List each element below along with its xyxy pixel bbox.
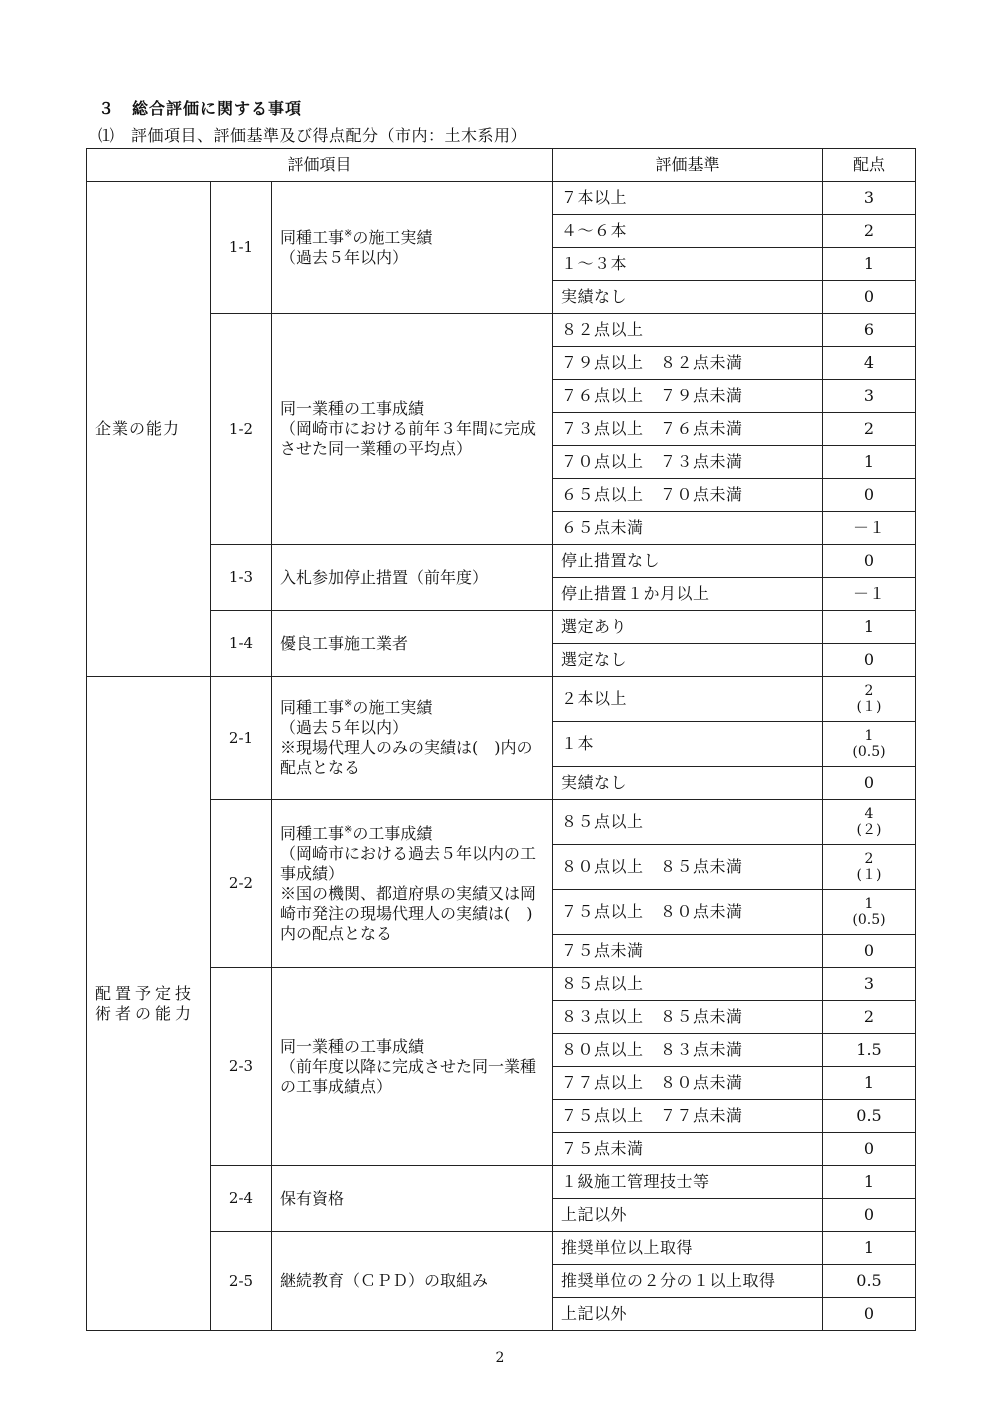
criterion-cell: ７５点以上 ７７点未満 — [553, 1100, 823, 1133]
points-cell: 0 — [823, 545, 916, 578]
points-alt-value: (１) — [856, 867, 882, 883]
criterion-cell: １級施工管理技士等 — [553, 1166, 823, 1199]
points-cell: 0 — [823, 767, 916, 800]
points-alt-value: (0.5) — [852, 744, 886, 760]
points-cell: 1 — [823, 446, 916, 479]
footnote-mark: ※ — [344, 824, 353, 836]
criterion-cell: ８５点以上 — [553, 800, 823, 845]
criterion-cell: ７７点以上 ８０点未満 — [553, 1067, 823, 1100]
points-cell: 0 — [823, 935, 916, 968]
item-description: 同一業種の工事成績 （前年度以降に完成させた同一業種の工事成績点） — [272, 968, 553, 1166]
table-row — [87, 1166, 916, 1199]
header-points: 配点 — [823, 149, 916, 182]
item-description: 継続教育（ＣＰＤ）の取組み — [272, 1232, 553, 1331]
page-number: 2 — [495, 1350, 505, 1366]
item-text-part: 同種工事 — [280, 698, 345, 717]
item-description: 同一業種の工事成績 （岡崎市における前年３年間に完成させた同一業種の平均点） — [272, 314, 553, 545]
points-cell: 2 — [823, 215, 916, 248]
item-code: 1-2 — [211, 314, 272, 545]
criterion-cell: ７５点以上 ８０点未満 — [553, 890, 823, 935]
category-label: 配置予定技術者の能力 — [87, 677, 211, 1331]
item-code: 2-3 — [211, 968, 272, 1166]
criterion-cell: ８３点以上 ８５点未満 — [553, 1001, 823, 1034]
criterion-cell: 上記以外 — [553, 1199, 823, 1232]
table-row — [87, 677, 916, 722]
footnote-mark: ※ — [344, 698, 353, 710]
points-cell: －１ — [823, 578, 916, 611]
criterion-cell: ７０点以上 ７３点未満 — [553, 446, 823, 479]
item-code: 2-5 — [211, 1232, 272, 1331]
criterion-cell: 実績なし — [553, 281, 823, 314]
item-code: 2-1 — [211, 677, 272, 800]
criterion-cell: 実績なし — [553, 767, 823, 800]
points-alt-value: (0.5) — [852, 912, 886, 928]
table-row — [87, 800, 916, 845]
item-code: 1-3 — [211, 545, 272, 611]
item-text-part: の施工実績 — [352, 698, 433, 717]
item-text-part: 同種工事 — [280, 823, 345, 843]
item-description: 入札参加停止措置（前年度） — [272, 545, 553, 611]
points-cell: 6 — [823, 314, 916, 347]
points-cell: 3 — [823, 182, 916, 215]
criterion-cell: ８０点以上 ８３点未満 — [553, 1034, 823, 1067]
points-cell: 1 — [823, 1232, 916, 1265]
criterion-cell: 選定あり — [553, 611, 823, 644]
points-cell: 3 — [823, 968, 916, 1001]
points-cell: 0 — [823, 1133, 916, 1166]
criterion-cell: ８５点以上 — [553, 968, 823, 1001]
criterion-cell: ７５点未満 — [553, 935, 823, 968]
points-cell: 0 — [823, 1199, 916, 1232]
criterion-cell: ６５点以上 ７０点未満 — [553, 479, 823, 512]
criterion-cell: 停止措置なし — [553, 545, 823, 578]
criterion-cell: ８０点以上 ８５点未満 — [553, 845, 823, 890]
points-cell: 0 — [823, 281, 916, 314]
item-code: 2-2 — [211, 800, 272, 968]
item-text-detail: （過去５年以内） — [280, 247, 409, 267]
category-label: 企業の能力 — [87, 182, 211, 677]
criterion-cell: １～３本 — [553, 248, 823, 281]
item-text-detail: （過去５年以内） ※現場代理人のみの実績は( )内の配点となる — [280, 718, 533, 777]
points-cell — [823, 677, 916, 722]
points-cell: 1 — [823, 1166, 916, 1199]
table-row — [87, 1232, 916, 1265]
criterion-cell: ８２点以上 — [553, 314, 823, 347]
item-description — [272, 182, 553, 314]
criterion-cell: ４～６本 — [553, 215, 823, 248]
points-cell: 1 — [823, 1067, 916, 1100]
points-cell — [823, 800, 916, 845]
points-cell: 0 — [823, 1298, 916, 1331]
footnote-mark: ※ — [344, 228, 353, 240]
points-cell — [823, 845, 916, 890]
section-subheading: ⑴ 評価項目、評価基準及び得点配分（市内：土木系用） — [98, 126, 528, 145]
points-cell — [823, 890, 916, 935]
item-description — [272, 677, 553, 800]
points-cell — [823, 722, 916, 767]
criterion-cell: ７３点以上 ７６点未満 — [553, 413, 823, 446]
header-criteria: 評価基準 — [553, 149, 823, 182]
points-cell: 0 — [823, 644, 916, 677]
points-cell: 0.5 — [823, 1265, 916, 1298]
item-code: 1-4 — [211, 611, 272, 677]
points-value: 4 — [864, 805, 874, 822]
criterion-cell: ７本以上 — [553, 182, 823, 215]
points-cell: 4 — [823, 347, 916, 380]
item-code: 1-1 — [211, 182, 272, 314]
points-value: 2 — [864, 682, 874, 699]
item-text-detail: （岡崎市における過去５年以内の工事成績） ※国の機関、都道府県の実績又は岡崎市発注の現場代理人の実績は( )内の配点となる — [280, 843, 537, 943]
criterion-cell: 推奨単位の２分の１以上取得 — [553, 1265, 823, 1298]
points-alt-value: (２) — [856, 822, 882, 838]
points-cell: 2 — [823, 1001, 916, 1034]
item-code: 2-4 — [211, 1166, 272, 1232]
table-row — [87, 968, 916, 1001]
points-value: 1 — [864, 895, 874, 912]
points-cell: 3 — [823, 380, 916, 413]
item-text-part: 同種工事 — [280, 227, 345, 247]
table-row — [87, 182, 916, 215]
points-cell: 1 — [823, 611, 916, 644]
table-row — [87, 314, 916, 347]
criterion-cell: ７９点以上 ８２点未満 — [553, 347, 823, 380]
points-cell: －１ — [823, 512, 916, 545]
item-text-part: の施工実績 — [352, 227, 433, 247]
header-evaluation-item: 評価項目 — [87, 149, 553, 182]
criterion-cell: ７５点未満 — [553, 1133, 823, 1166]
points-cell: 0 — [823, 479, 916, 512]
points-value: 2 — [864, 850, 874, 867]
criterion-cell: ７６点以上 ７９点未満 — [553, 380, 823, 413]
points-cell: 1 — [823, 248, 916, 281]
item-text-part: の工事成績 — [352, 823, 433, 843]
item-description — [272, 800, 553, 968]
section-heading: ３ 総合評価に関する事項 — [98, 99, 303, 118]
criterion-cell: 推奨単位以上取得 — [553, 1232, 823, 1265]
criterion-cell: 上記以外 — [553, 1298, 823, 1331]
points-cell: 1.5 — [823, 1034, 916, 1067]
criterion-cell: 選定なし — [553, 644, 823, 677]
criterion-cell: 停止措置１か月以上 — [553, 578, 823, 611]
table-row — [87, 545, 916, 578]
criterion-cell: ２本以上 — [553, 677, 823, 722]
points-alt-value: (１) — [856, 699, 882, 715]
points-cell: 0.5 — [823, 1100, 916, 1133]
criterion-cell: １本 — [553, 722, 823, 767]
item-description: 優良工事施工業者 — [272, 611, 553, 677]
table-row — [87, 611, 916, 644]
item-description: 保有資格 — [272, 1166, 553, 1232]
evaluation-table — [86, 148, 916, 1331]
evaluation-table-body — [87, 182, 916, 1331]
points-cell: 2 — [823, 413, 916, 446]
criterion-cell: ６５点未満 — [553, 512, 823, 545]
points-value: 1 — [864, 727, 874, 744]
